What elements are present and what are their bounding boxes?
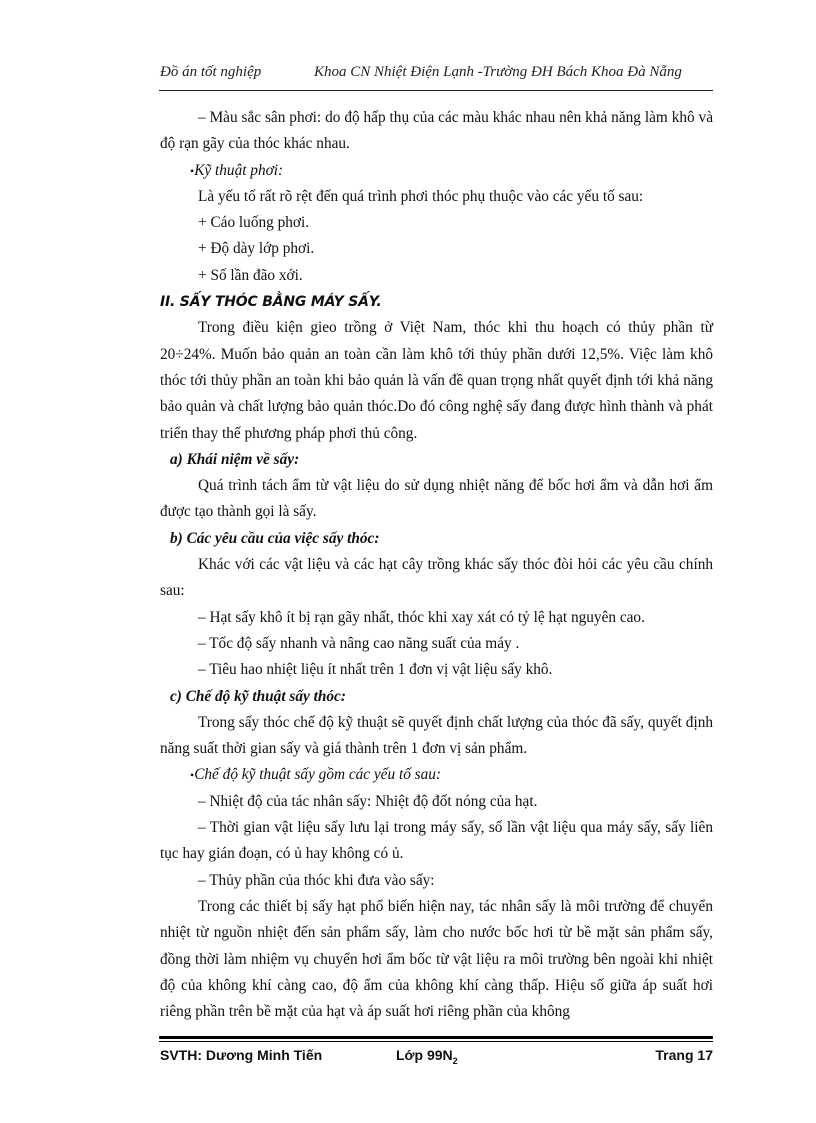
list-item: + Số lần đão xới. [198,266,303,284]
header-thesis-label: Đồ án tốt nghiệp [160,64,262,80]
paragraph-drying-requirements: Khác với các vật liệu và các hạt cây trồng khác sấy thóc đòi hỏi các yêu cầu chính sau: [160,556,713,600]
subsection-b-title: b) Các yêu cầu của việc sấy thóc: [170,529,380,547]
paragraph-drying-agent: Trong các thiết bị sấy hạt phổ biến hiện nay, tác nhân sấy là môi trường để chuyển nhiệt từ nguồn nhiệt đến sản phẩm sấy, làm cho nước bốc hơi từ bề mặt sản phẩm sấy, đồng thời làm nhiệm vụ chuyển hơi ẩm bốc từ vật liệu ra môi trường bên ngoài khi nhiệt độ của không khí càng cao, độ ẩm của không khí càng thấp. Hiệu số giữa áp suất hơi riêng phần trên bề mặt của hạt và áp suất hơi riêng phần của không [160,897,713,1021]
paragraph-drying-yard-color: – Màu sắc sân phơi: do độ hấp thụ của các màu khác nhau nên khả năng làm khô và độ rạn gãy của thóc khác nhau. [160,109,713,153]
footer-rule-thin [159,1041,713,1042]
section-title: II. SẤY THÓC BẰNG MÁY SẤY. [160,294,382,311]
list-item: – Hạt sấy khô ít bị rạn gãy nhất, thóc khi xay xát có tỷ lệ hạt nguyên cao. [198,608,645,626]
subheading-regime-factors-label: Chế độ kỹ thuật sấy gồm các yếu tố sau: [194,766,442,784]
footer-class-label: Lớp 99N [396,1047,453,1063]
bullet-icon: • [190,163,195,178]
bullet-icon: • [190,768,195,783]
paragraph-drying-intro: Trong điều kiện gieo trồng ở Việt Nam, thóc khi thu hoạch có thủy phần từ 20÷24%. Muốn bảo quản an toàn cần làm khô tới thủy phần dưới 12,5%. Việc làm khô thóc tới thủy phần an toàn khi bảo quản là vấn đề quan trọng nhất quyết định tới khả năng bảo quản và chất lượng bảo quản thóc.Do đó công nghệ sấy đang được hình thành và phát triển thay thế phương pháp phơi thủ công. [160,319,713,442]
paragraph-technique-factors: Là yếu tố rất rõ rệt đến quá trình phơi thóc phụ thuộc vào các yếu tố sau: [198,187,644,205]
list-item: + Độ dày lớp phơi. [198,240,315,258]
list-item: – Tốc độ sấy nhanh và nâng cao năng suất của máy . [198,634,520,652]
footer-class [396,1047,458,1066]
subheading-drying-technique-label: Kỹ thuật phơi: [194,161,284,179]
header-rule [159,90,713,91]
paragraph-drying-concept: Quá trình tách ẩm từ vật liệu do sử dụng nhiệt năng để bốc hơi ẩm và dẫn hơi ẩm được tạo thành gọi là sấy. [160,477,713,521]
paragraph-technical-regime: Trong sấy thóc chế độ kỹ thuật sẽ quyết định chất lượng của thóc đã sấy, quyết định năng suất thời gian sấy và giá thành trên 1 đơn vị sản phẩm. [160,713,713,758]
subsection-a-title: a) Khái niệm về sấy: [170,450,300,468]
page-body [160,105,713,1025]
list-item: – Thời gian vật liệu sấy lưu lại trong máy sấy, số lần vật liệu qua máy sấy, sấy liên tục hay gián đoạn, có ủ hay không có ủ. [160,819,713,863]
footer-page-number: Trang 17 [655,1047,713,1063]
footer-class-subscript: 2 [452,1055,458,1066]
subheading-drying-technique [160,158,713,184]
footer-student-name: SVTH: Dương Minh Tiến [160,1047,323,1063]
list-item: – Nhiệt độ của tác nhân sấy: Nhiệt độ đốt nóng của hạt. [198,792,538,810]
list-item: – Tiêu hao nhiệt liệu ít nhất trên 1 đơn vị vật liệu sấy khô. [198,661,553,679]
list-item: + Cáo luống phơi. [198,214,310,232]
list-item: – Thủy phần của thóc khi đưa vào sấy: [198,871,435,889]
subsection-c-title: c) Chế độ kỹ thuật sấy thóc: [170,687,346,705]
subheading-regime-factors [160,762,713,788]
header-faculty-label: Khoa CN Nhiệt Điện Lạnh -Trường ĐH Bách Khoa Đà Nẵng [314,64,682,80]
footer-rule-thick [159,1036,713,1039]
